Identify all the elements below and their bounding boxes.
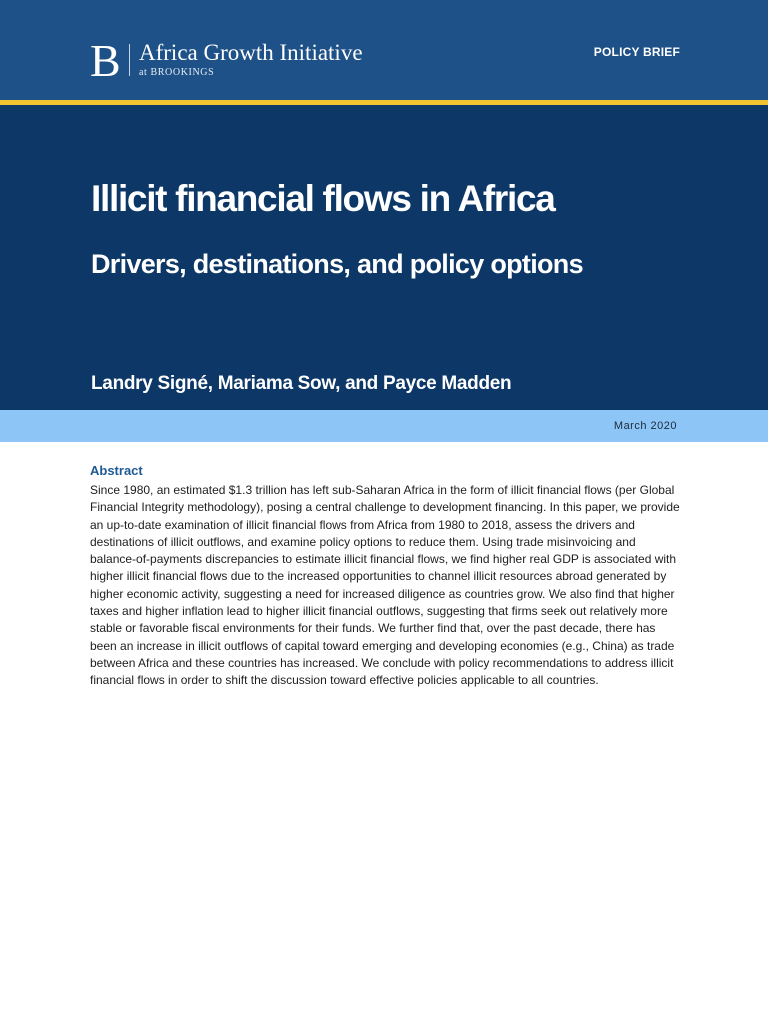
document-type-label: POLICY BRIEF <box>593 45 680 59</box>
abstract-heading: Abstract <box>90 463 143 478</box>
org-subtitle: at BROOKINGS <box>139 67 215 78</box>
logo-divider <box>129 44 130 76</box>
abstract-text: Since 1980, an estimated $1.3 trillion has left sub-Saharan Africa in the form of illicit financial flows (per Global Financial Integrity methodology), posing a central challenge to development financing. In this paper, we provide an up-to-date examination of illicit financial flows from Africa from 1980 to 2018, assess the drivers and destinations of illicit outflows, and examine policy options to reduce them. Using trade misinvoicing and balance-of-payments discrepancies to estimate illicit financial flows, we find higher real GDP is associated with higher illicit financial flows due to the increased opportunities to channel illicit resources abroad generated by higher economic activity, suggesting a need for increased diligence as countries grow. We also find that higher taxes and higher inflation lead to higher illicit financial outflows, suggesting that firms seek out relatively more stable or favorable fiscal environments for their funds. We further find that, over the past decade, there has been an increase in illicit outflows of capital toward emerging and developing economies (e.g., China) as trade between Africa and these countries has increased. We conclude with policy recommendations to address illicit financial flows in order to shift the discussion toward effective policies applicable to all countries. <box>90 483 680 688</box>
document-title: Illicit financial flows in Africa <box>91 178 555 219</box>
brookings-logo-mark: B <box>90 35 121 86</box>
authors: Landry Signé, Mariama Sow, and Payce Madden <box>91 373 512 394</box>
org-name: Africa Growth Initiative <box>139 40 363 65</box>
publication-date: March 2020 <box>613 420 677 432</box>
document-subtitle: Drivers, destinations, and policy options <box>91 249 583 279</box>
